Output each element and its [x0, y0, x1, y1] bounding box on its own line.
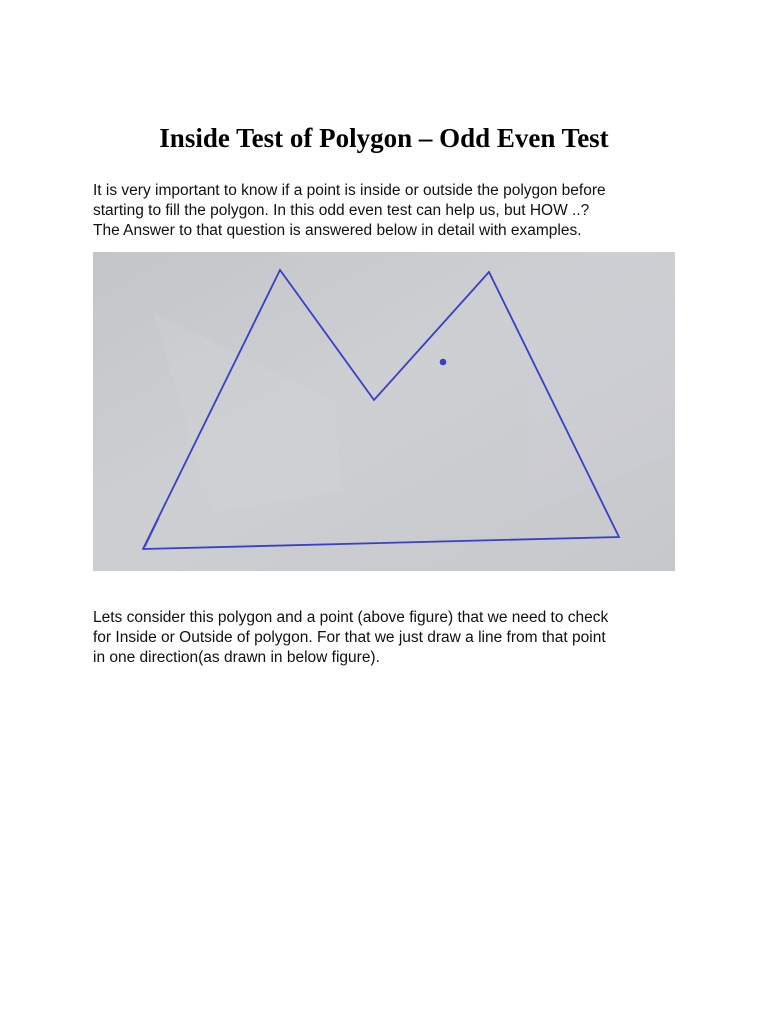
consider-line: Lets consider this polygon and a point (above figure) that we need to check: [93, 609, 609, 626]
intro-line: The Answer to that question is answered below in detail with examples.: [93, 222, 582, 239]
intro-line: starting to fill the polygon. In this odd even test can help us, but HOW ..?: [93, 202, 590, 219]
consider-line: for Inside or Outside of polygon. For that we just draw a line from that point: [93, 629, 606, 646]
test-point: [440, 359, 447, 366]
intro-paragraph: [93, 181, 683, 241]
consider-line: in one direction(as drawn in below figure).: [93, 649, 380, 666]
polygon-photo: [93, 252, 675, 571]
intro-line: It is very important to know if a point is inside or outside the polygon before: [93, 182, 606, 199]
page-title: Inside Test of Polygon – Odd Even Test: [159, 123, 609, 153]
polygon-figure: [93, 252, 675, 571]
consider-paragraph: [93, 608, 683, 668]
